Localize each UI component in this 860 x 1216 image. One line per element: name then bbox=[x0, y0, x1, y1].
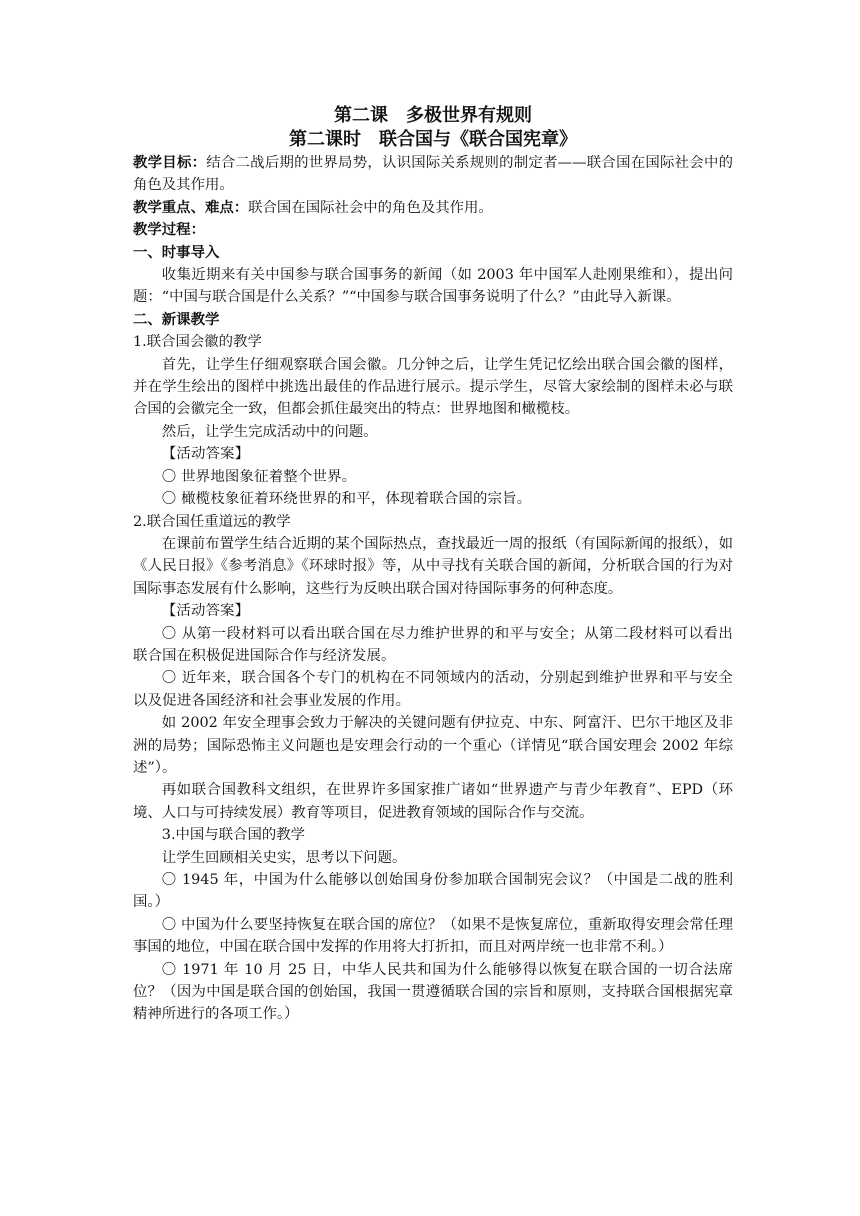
answer-item: 〇 橄榄枝象征着环绕世界的和平，体现着联合国的宗旨。 bbox=[161, 491, 532, 508]
subsection-3-paragraph: 让学生回顾相关史实，思考以下问题。 bbox=[161, 849, 407, 866]
teaching-goal-text: 结合二战后期的世界局势，认识国际关系规则的制定者——联合国在国际社会中的角色及其作用。 bbox=[133, 155, 733, 194]
teaching-goal bbox=[133, 152, 733, 197]
answer-label: 【活动答案】 bbox=[161, 446, 250, 463]
document-page bbox=[133, 104, 733, 1026]
key-points bbox=[133, 197, 733, 219]
section-2-heading: 二、新课教学 bbox=[133, 311, 220, 328]
key-points-text: 联合国在国际社会中的角色及其作用。 bbox=[248, 199, 493, 216]
period-title: 第二课时 联合国与《联合国宪章》 bbox=[289, 129, 577, 150]
lesson-title: 第二课 多极世界有规则 bbox=[334, 105, 532, 126]
key-points-label: 教学重点、难点： bbox=[133, 199, 249, 216]
teaching-goal-label: 教学目标： bbox=[133, 155, 207, 171]
subsection-2-title: 2.联合国任重道远的教学 bbox=[133, 513, 291, 530]
section-1-paragraph: 收集近期来有关中国参与联合国事务的新闻（如 2003 年中国军人赴刚果维和），提出问题：“中国与联合国是什么关系？”“中国参与联合国事务说明了什么？”由此导入新课。 bbox=[133, 267, 733, 306]
section-1-heading: 一、时事导入 bbox=[133, 244, 220, 261]
subsection-2-paragraph-3: 再如联合国教科文组织，在世界许多国家推广诸如“世界遗产与青少年教育”、EPD（环境、人口与可持续发展）教育等项目，促进教育领域的国际合作与交流。 bbox=[133, 782, 733, 821]
process-label: 教学过程： bbox=[133, 222, 205, 239]
question-item: 〇 中国为什么要坚持恢复在联合国的席位？（如果不是恢复席位，重新取得安理会常任理事国的地位，中国在联合国中发挥的作用将大打折扣，而且对两岸统一也非常不利。） bbox=[133, 916, 733, 956]
subsection-1-title: 1.联合国会徽的教学 bbox=[133, 334, 262, 351]
subsection-1-paragraph: 首先，让学生仔细观察联合国会徽。几分钟之后，让学生凭记忆绘出联合国会徽的图样，并在学生绘出的图样中挑选出最佳的作品进行展示。提示学生，尽管大家绘制的图样未必与联合国的会徽完全一致，但都会抓住最突出的特点：世界地图和橄榄枝。 bbox=[133, 356, 733, 418]
answer-item: 〇 近年来，联合国各个专门的机构在不同领域内的活动，分别起到维护世界和平与安全以及促进各国经济和社会事业发展的作用。 bbox=[133, 670, 733, 709]
subsection-2-paragraph-2: 如 2002 年安全理事会致力于解决的关键问题有伊拉克、中东、阿富汗、巴尔干地区及非洲的局势；国际恐怖主义问题也是安理会行动的一个重心（详情见“联合国安理会 2002 年综述”）。 bbox=[133, 715, 733, 776]
question-item: 〇 1945 年，中国为什么能够以创始国身份参加联合国制宪会议？（中国是二战的胜利国。） bbox=[133, 872, 733, 911]
question-item: 〇 1971 年 10 月 25 日，中华人民共和国为什么能够得以恢复在联合国的一切合法席位？（因为中国是联合国的创始国，我国一贯遵循联合国的宗旨和原则，支持联合国根据宪章精神所进行的各项工作。） bbox=[133, 961, 733, 1023]
subsection-1-paragraph-2: 然后，让学生完成活动中的问题。 bbox=[161, 423, 378, 440]
answer-item: 〇 从第一段材料可以看出联合国在尽力维护世界的和平与安全；从第二段材料可以看出联合国在积极促进国际合作与经济发展。 bbox=[133, 625, 733, 664]
subsection-2-paragraph: 在课前布置学生结合近期的某个国际热点，查找最近一周的报纸（有国际新闻的报纸），如《人民日报》《参考消息》《环球时报》等，从中寻找有关联合国的新闻，分析联合国的行为对国际事态发展有什么影响，这些行为反映出联合国对待国际事务的何种态度。 bbox=[133, 535, 733, 597]
answer-label: 【活动答案】 bbox=[161, 603, 250, 620]
subsection-3-title: 3.中国与联合国的教学 bbox=[161, 827, 306, 844]
answer-item: 〇 世界地图象征着整个世界。 bbox=[161, 468, 357, 485]
